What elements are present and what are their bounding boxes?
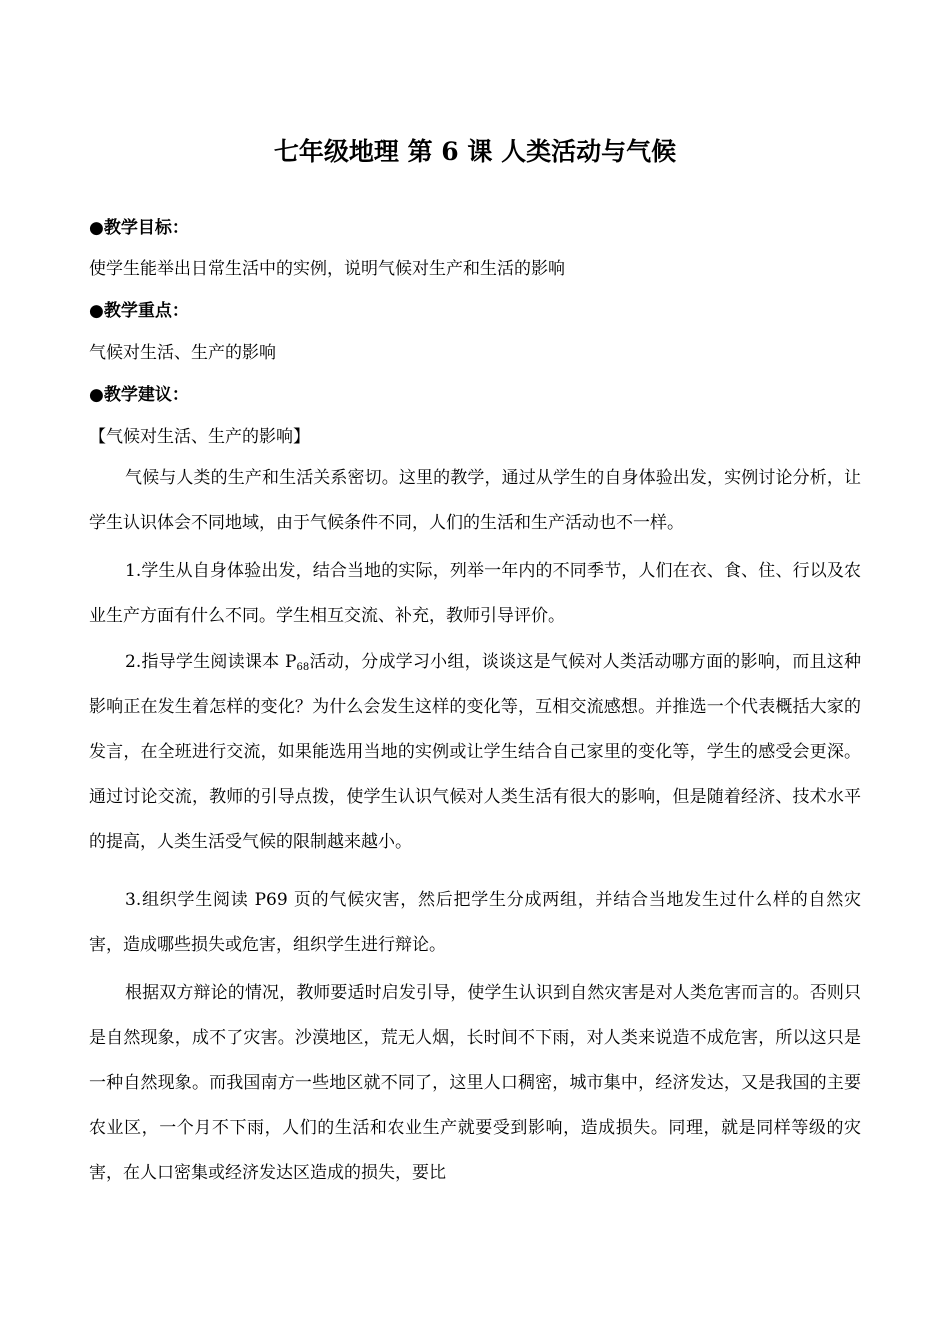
debate-paragraph: 根据双方辩论的情况，教师要适时启发引导，使学生认识到自然灾害是对人类危害而言的。否则只是自然现象，成不了灾害。沙漠地区，荒无人烟，长时间不下雨，对人类来说造不成危害，所以这只是一种自然现象。而我国南方一些地区就不同了，这里人口稠密，城市集中，经济发达，又是我国的主要农业区，一个月不下雨，人们的生活和农业生产就要受到影响，造成损失。同理，就是同样等级的灾害，在人口密集或经济发达区造成的损失，要比 (89, 983, 861, 1183)
point-2-prefix: 2.指导学生阅读课本 P (125, 652, 297, 672)
point-2-paragraph (89, 640, 861, 865)
key-points-heading: ●教学重点： (89, 301, 189, 321)
page-number-subscript: 68 (296, 662, 310, 673)
objectives-text: 使学生能举出日常生活中的实例，说明气候对生产和生活的影响 (89, 259, 565, 279)
point-2-text: 活动，分成学习小组，谈谈这是气候对人类活动哪方面的影响，而且这种影响正在发生着怎样的变化？为什么会发生这样的变化等，互相交流感想。并推选一个代表概括大家的发言，在全班进行交流，如果能选用当地的实例或让学生结合自己家里的变化等，学生的感受会更深。通过讨论交流，教师的引导点拨，使学生认识气候对人类生活有很大的影响，但是随着经济、技术水平的提高，人类生活受气候的限制越来越小。 (89, 652, 862, 852)
point-1-paragraph: 1.学生从自身体验出发，结合当地的实际，列举一年内的不同季节，人们在衣、食、住、行以及农业生产方面有什么不同。学生相互交流、补充，教师引导评价。 (89, 561, 861, 626)
key-points-text: 气候对生活、生产的影响 (89, 343, 276, 363)
document-title: 七年级地理 第 6 课 人类活动与气候 (273, 137, 677, 166)
objectives-heading: ●教学目标： (89, 218, 189, 238)
point-3-paragraph: 3.组织学生阅读 P69 页的气候灾害，然后把学生分成两组，并结合当地发生过什么样的自然灾害，造成哪些损失或危害，组织学生进行辩论。 (89, 890, 861, 955)
suggestions-heading: ●教学建议： (89, 385, 189, 405)
section-label: 【气候对生活、生产的影响】 (89, 427, 310, 447)
intro-paragraph: 气候与人类的生产和生活关系密切。这里的教学，通过从学生的自身体验出发，实例讨论分析，让学生认识体会不同地域，由于气候条件不同，人们的生活和生产活动也不一样。 (89, 468, 861, 533)
